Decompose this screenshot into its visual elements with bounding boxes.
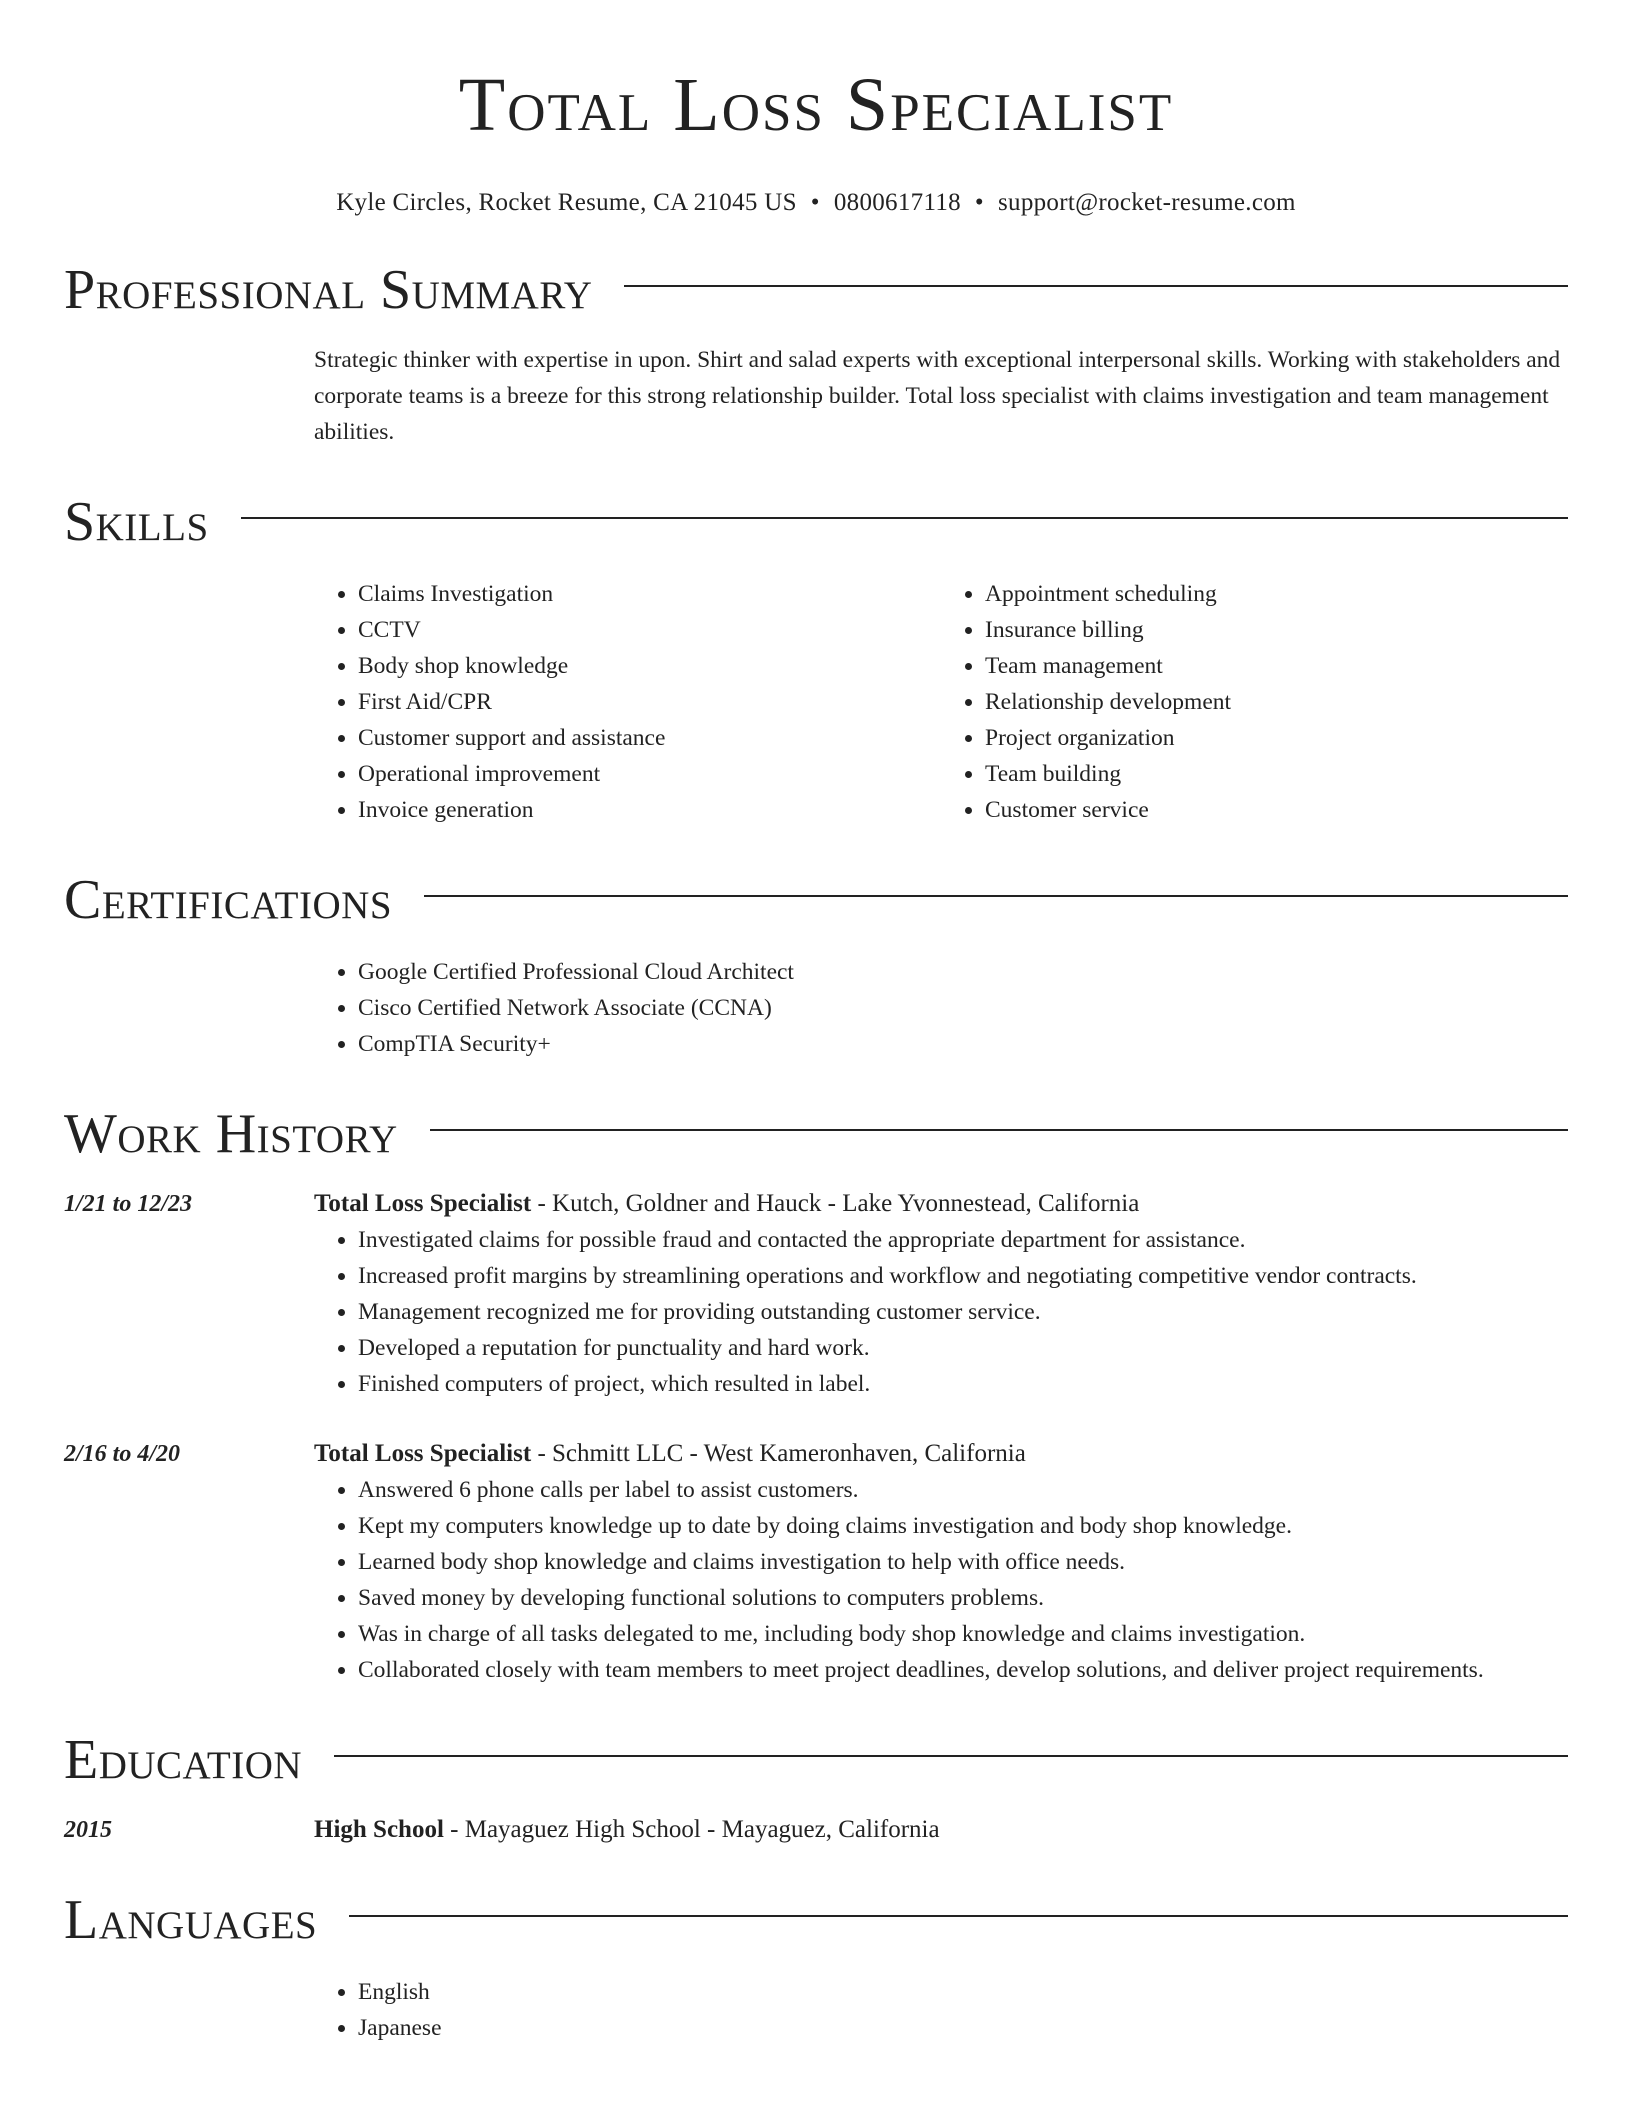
job-heading xyxy=(314,1436,1568,1472)
work-history-section-header xyxy=(64,1102,1568,1166)
contact-line xyxy=(64,188,1568,218)
education-heading xyxy=(314,1812,1568,1848)
job-bullet: • Finished computers of project, which resulted in label. xyxy=(358,1366,1568,1402)
job-bullet: • Was in charge of all tasks delegated to me, including body shop knowledge and claims investigation. xyxy=(358,1616,1568,1652)
job-bullet: • Increased profit margins by streamlining operations and workflow and negotiating competitive vendor contracts. xyxy=(358,1258,1568,1294)
education-body xyxy=(314,1812,1568,1848)
section-divider xyxy=(424,895,1568,897)
languages-list xyxy=(314,1974,1568,2046)
job-bullet: • Kept my computers knowledge up to date by doing claims investigation and body shop knowledge. xyxy=(358,1508,1568,1544)
certification-item: • Google Certified Professional Cloud Architect xyxy=(358,954,1568,990)
section-divider xyxy=(349,1915,1568,1917)
languages-section-title: Languages xyxy=(64,1889,318,1951)
section-divider xyxy=(624,285,1568,287)
job-title: Total Loss Specialist xyxy=(314,1440,532,1467)
education-section-header xyxy=(64,1728,1568,1792)
language-item: • English xyxy=(358,1974,1568,2010)
job-entry xyxy=(64,1186,1568,1402)
skill-item: • Claims Investigation xyxy=(358,576,941,612)
education-section-title: Education xyxy=(64,1729,303,1791)
education-entry xyxy=(64,1812,1568,1848)
skill-item: • Customer support and assistance xyxy=(358,720,941,756)
job-heading xyxy=(314,1186,1568,1222)
section-divider xyxy=(334,1755,1568,1757)
summary-section-header xyxy=(64,258,1568,322)
languages-section-header xyxy=(64,1888,1568,1952)
job-entry xyxy=(64,1436,1568,1688)
job-bullets xyxy=(314,1222,1568,1402)
language-item: • Japanese xyxy=(358,2010,1568,2046)
contact-separator: • xyxy=(810,189,820,216)
summary-text: Strategic thinker with expertise in upon. Shirt and salad experts with exceptional interpersonal skills. Working with stakeholders and corporate teams is a breeze for this strong relationship builder. Total loss specialist with claims investigation and team management abilities. xyxy=(314,347,1561,445)
job-body xyxy=(314,1436,1568,1688)
job-bullet: • Developed a reputation for punctuality and hard work. xyxy=(358,1330,1568,1366)
education-date: 2015 xyxy=(64,1817,112,1843)
skill-item: • CCTV xyxy=(358,612,941,648)
job-dates: 1/21 to 12/23 xyxy=(64,1191,193,1217)
job-employer-location: - Schmitt LLC - West Kameronhaven, California xyxy=(531,1440,1026,1467)
languages-bullets xyxy=(314,1974,1568,2046)
certifications-list xyxy=(314,954,1568,1062)
skill-item: • Customer service xyxy=(985,792,1568,828)
certifications-section-title: Certifications xyxy=(64,869,393,931)
certifications-bullets xyxy=(314,954,1568,1062)
job-title: Total Loss Specialist xyxy=(314,1190,532,1217)
resume-name: Total Loss Specialist xyxy=(458,63,1174,147)
job-bullet: • Learned body shop knowledge and claims investigation to help with office needs. xyxy=(358,1544,1568,1580)
contact-phone: 0800617118 xyxy=(833,189,961,216)
work-history-section-title: Work History xyxy=(64,1103,398,1165)
skill-item: • Invoice generation xyxy=(358,792,941,828)
skills-section-header xyxy=(64,490,1568,554)
skill-item: • Relationship development xyxy=(985,684,1568,720)
education-school-location: - Mayaguez High School - Mayaguez, California xyxy=(443,1816,940,1843)
job-bullet: • Answered 6 phone calls per label to assist customers. xyxy=(358,1472,1568,1508)
section-divider xyxy=(241,517,1568,519)
skill-item: • Insurance billing xyxy=(985,612,1568,648)
job-body xyxy=(314,1186,1568,1402)
skills-list xyxy=(314,576,1568,828)
job-employer-location: - Kutch, Goldner and Hauck - Lake Yvonnestead, California xyxy=(531,1190,1140,1217)
skill-item: • First Aid/CPR xyxy=(358,684,941,720)
skill-item: • Project organization xyxy=(985,720,1568,756)
job-bullet: • Investigated claims for possible fraud and contacted the appropriate department for assistance. xyxy=(358,1222,1568,1258)
section-divider xyxy=(430,1129,1568,1131)
contact-separator: • xyxy=(974,189,984,216)
job-bullet: • Collaborated closely with team members to meet project deadlines, develop solutions, and deliver project requirements. xyxy=(358,1652,1568,1688)
skill-item: • Body shop knowledge xyxy=(358,648,941,684)
job-bullet: • Management recognized me for providing outstanding customer service. xyxy=(358,1294,1568,1330)
certification-item: • CompTIA Security+ xyxy=(358,1026,1568,1062)
summary-section-title: Professional Summary xyxy=(64,259,593,321)
skills-section-title: Skills xyxy=(64,491,209,553)
skills-column-right xyxy=(941,576,1568,828)
contact-email: support@rocket-resume.com xyxy=(997,189,1296,216)
skill-item: • Team building xyxy=(985,756,1568,792)
skills-column-left xyxy=(314,576,941,828)
job-dates: 2/16 to 4/20 xyxy=(64,1441,181,1467)
certifications-section-header xyxy=(64,868,1568,932)
skill-item: • Team management xyxy=(985,648,1568,684)
skill-item: • Operational improvement xyxy=(358,756,941,792)
contact-address: Kyle Circles, Rocket Resume, CA 21045 US xyxy=(336,189,797,216)
job-bullet: • Saved money by developing functional solutions to computers problems. xyxy=(358,1580,1568,1616)
job-bullets xyxy=(314,1472,1568,1688)
certification-item: • Cisco Certified Network Associate (CCNA) xyxy=(358,990,1568,1026)
education-degree: High School xyxy=(314,1816,444,1843)
skill-item: • Appointment scheduling xyxy=(985,576,1568,612)
